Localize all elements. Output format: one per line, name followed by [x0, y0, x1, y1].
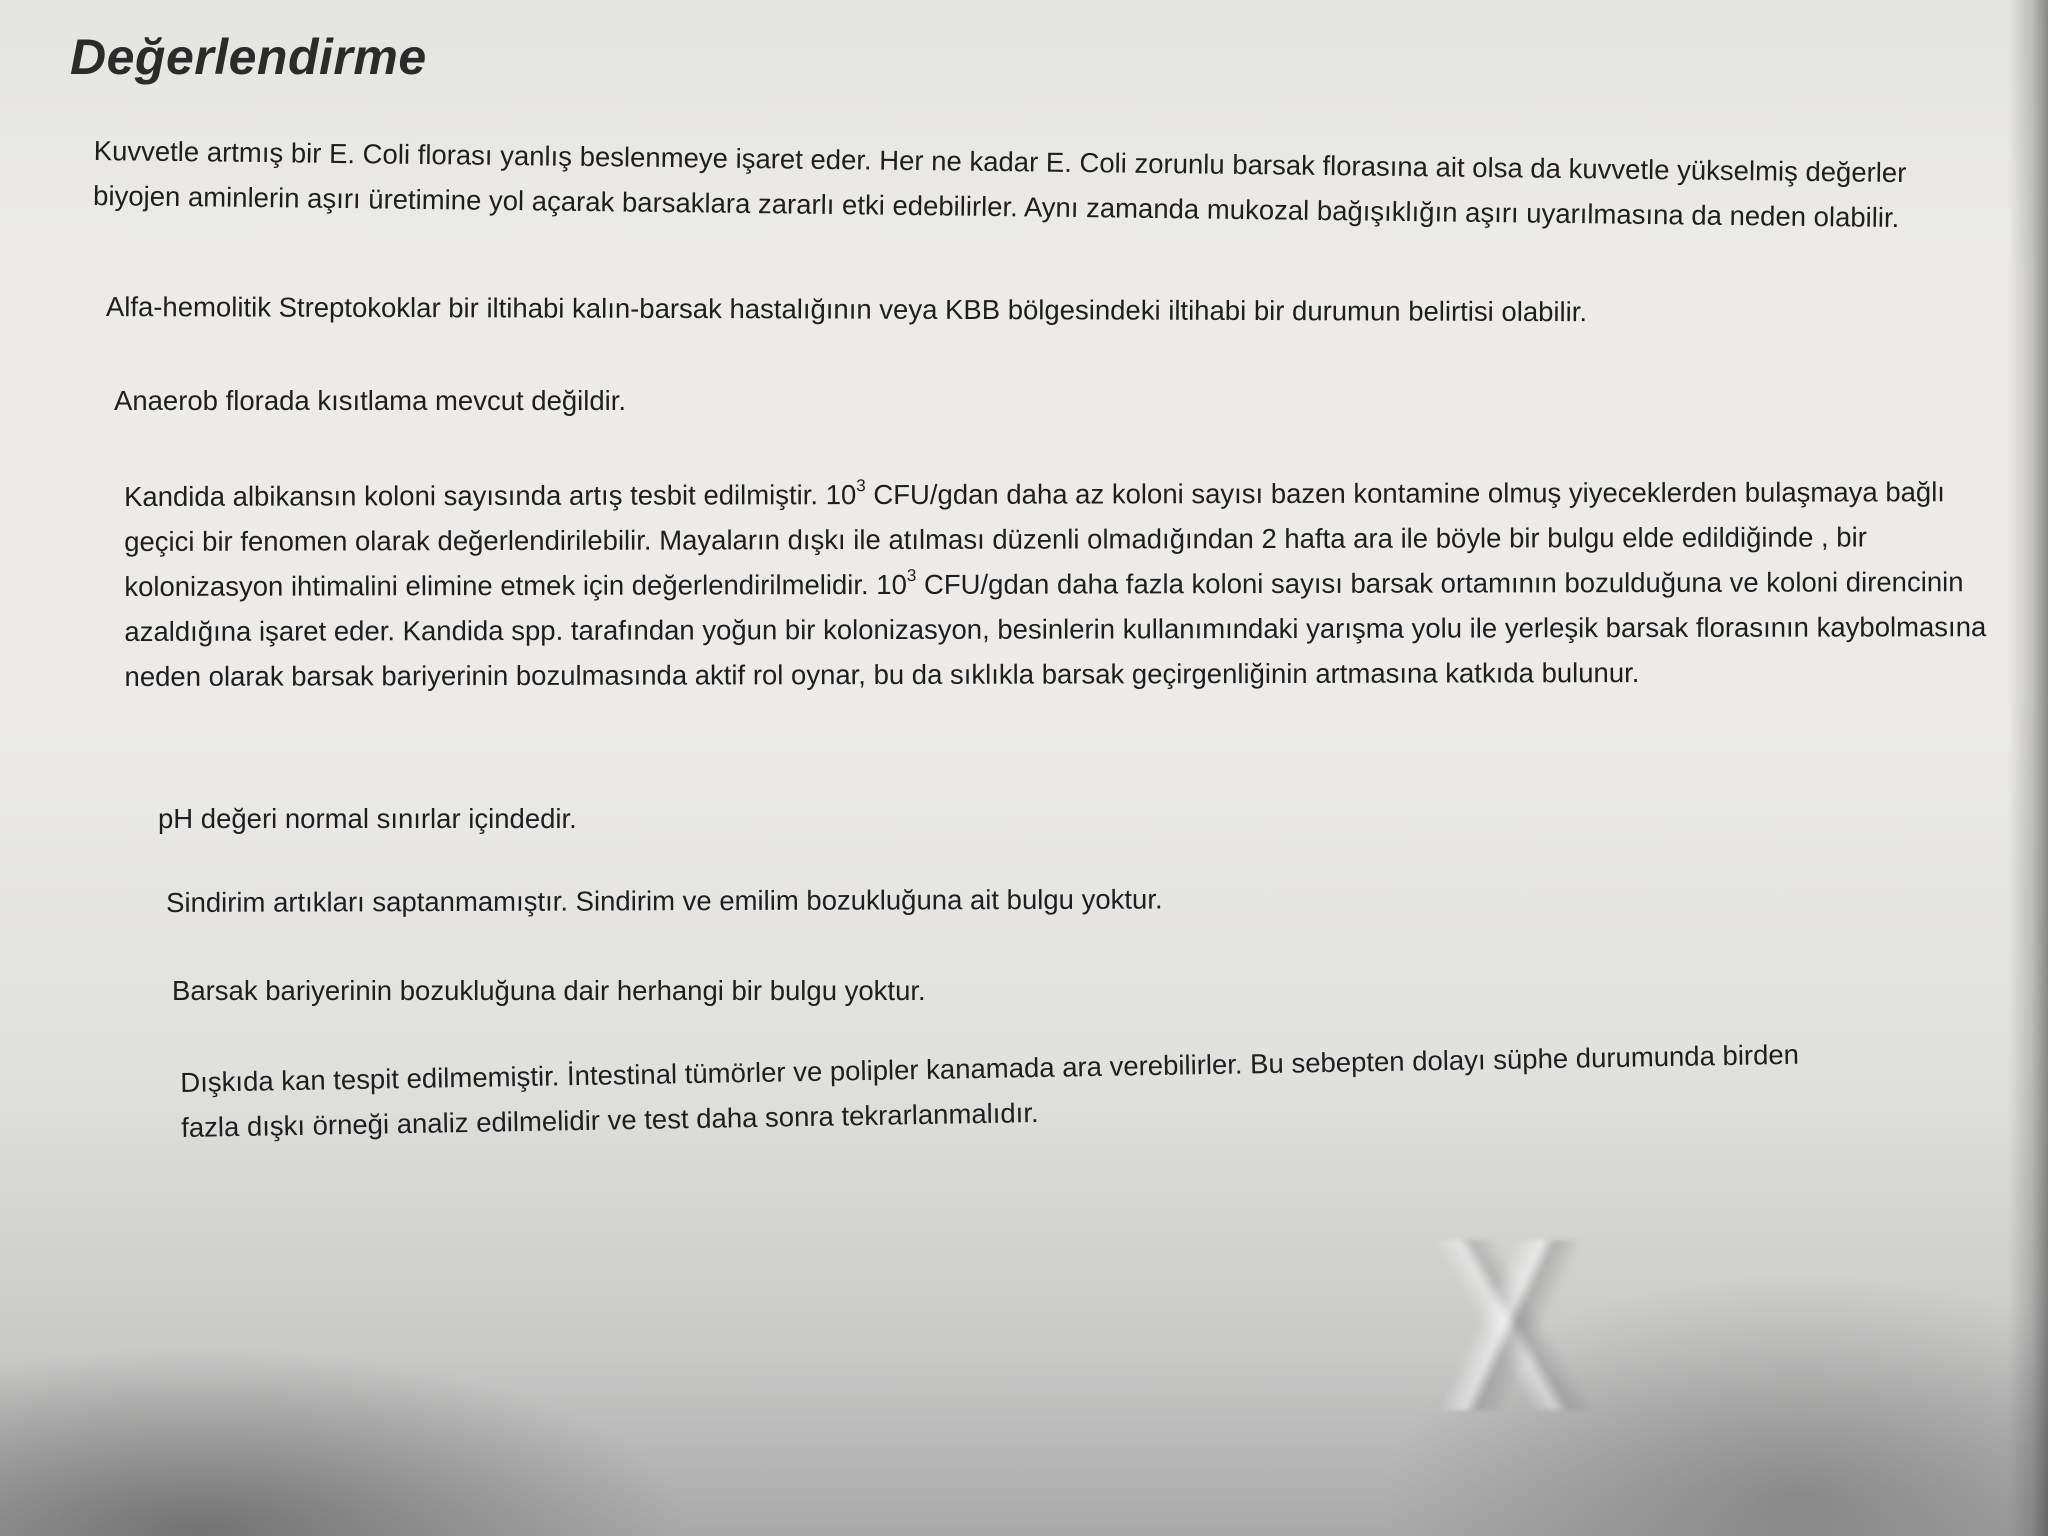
paragraph-ph-value: pH değeri normal sınırlar içindedir.	[158, 803, 577, 834]
paper-crease	[1380, 1240, 1640, 1410]
document-title: Değerlendirme	[70, 29, 427, 85]
superscript-exponent-1: 3	[856, 476, 866, 496]
paragraph-anaerobic-flora: Anaerob florada kısıtlama mevcut değildir.	[114, 385, 627, 416]
paragraph-digestion: Sindirim artıkları saptanmamıştır. Sindirim ve emilim bozukluğuna ait bulgu yoktur.	[166, 883, 1163, 918]
paragraph-streptococci: Alfa-hemolitik Streptokoklar bir iltihabi kalın-barsak hastalığının veya KBB bölgesindeki iltihabi bir durumun belirtisi olabilir.	[105, 290, 1588, 328]
paragraph-e-coli: Kuvvetle artmış bir E. Coli florası yanlış beslenmeye işaret eder. Her ne kadar E. Coli zorunlu barsak florasına ait olsa da kuvvetle yükselmiş değerler biyojen aminlerin aşırı üretimine yol açarak barsaklara zararlı etki edebilirler. Aynı zamanda mukozal bağışıklığın aşırı uyarılmasına da neden olabilir.	[92, 134, 1907, 234]
candida-text-part2: CFU/gdan daha az koloni sayısı bazen kontamine olmuş yiyeceklerden bulaşmaya bağlı geçici bir fenomen olarak değerlendirilebilir. Mayaların dışkı ile atılması düzenli olmadığından 2 hafta ara ile böyle bir bulgu elde edildiğinde , bir kolonizasyon ihtimalini elimine etmek için değerlendirilmelidir. 10	[124, 476, 1945, 602]
superscript-exponent-2: 3	[906, 565, 917, 585]
paragraph-barrier: Barsak bariyerinin bozukluğuna dair herhangi bir bulgu yoktur.	[172, 975, 926, 1006]
paragraph-occult-blood: Dışkıda kan tespit edilmemiştir. İntestinal tümörler ve polipler kanamada ara verebilirler. Bu sebepten dolayı süphe durumunda birden fazla dışkı örneği analiz edilmelidir ve test daha sonra tekrarlanmalıdır.	[180, 1038, 1800, 1143]
paper-right-edge	[2008, 0, 2048, 1536]
candida-text-part3: CFU/gdan daha fazla koloni sayısı barsak ortamının bozulduğuna ve koloni direncinin azaldığına işaret eder. Kandida spp. tarafından yoğun bir kolonizasyon, besinlerin kullanımındaki yarışma yolu ile yerleşik barsak florasının kaybolmasına neden olarak barsak bariyerinin bozulmasında aktif rol oynar, bu da sıklıkla barsak geçirgenliğinin artmasına katkıda bulunur.	[124, 566, 1987, 692]
paragraph-candida	[124, 469, 2005, 699]
shadow-lower-left	[0, 1150, 800, 1536]
candida-text-part1: Kandida albikansın koloni sayısında artış tesbit edilmiştir. 10	[124, 479, 857, 512]
